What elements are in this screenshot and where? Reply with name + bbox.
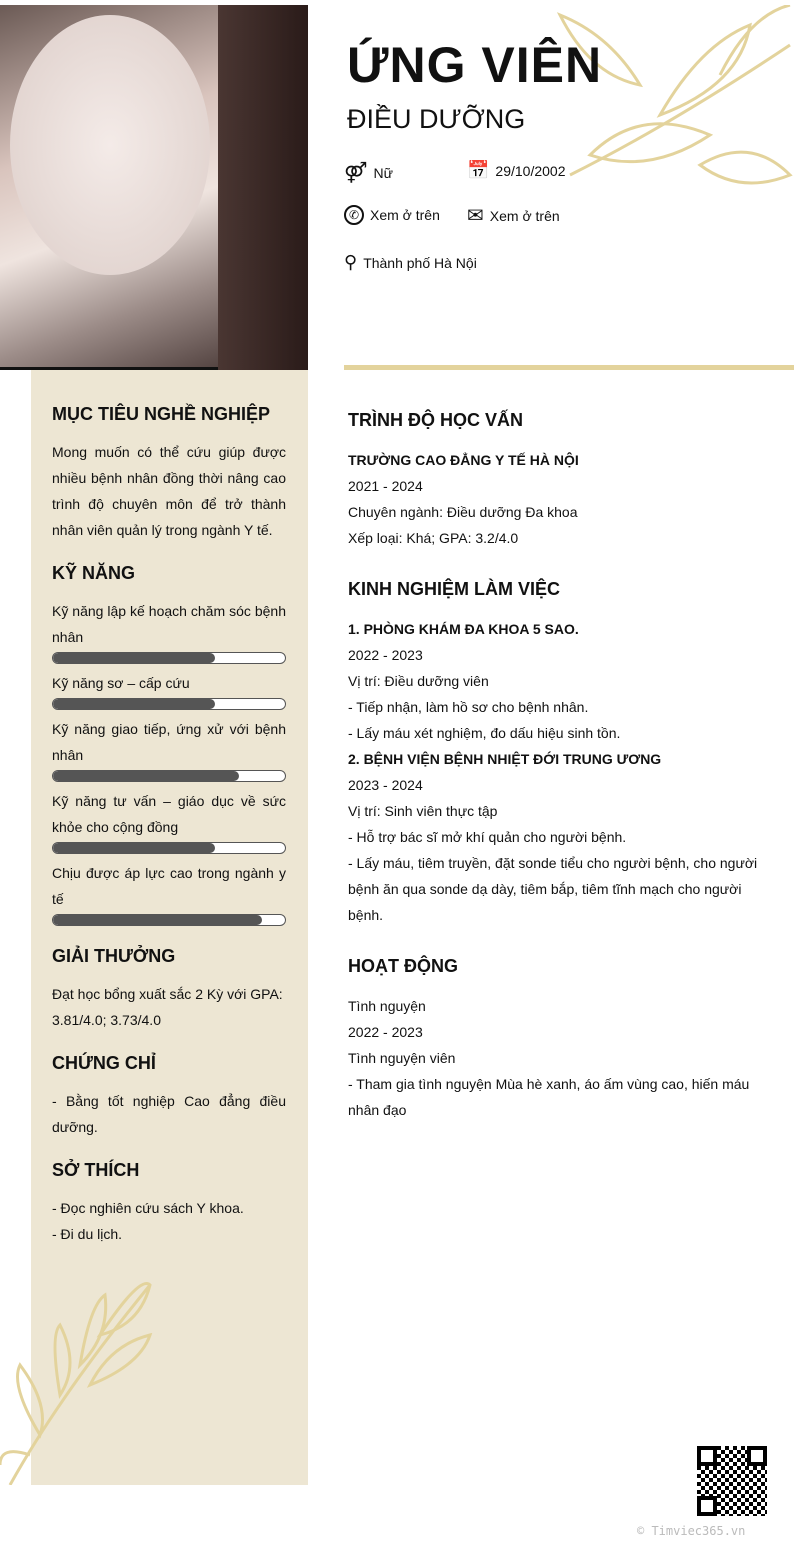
leaf-decoration-bottom	[0, 1275, 160, 1485]
email-row	[467, 203, 560, 228]
skill-label: Kỹ năng lập kế hoạch chăm sóc bệnh nhân	[52, 603, 286, 645]
qr-code	[697, 1446, 767, 1516]
experience-heading: KINH NGHIỆM LÀM VIỆC	[348, 579, 561, 599]
job-role: Vị trí: Sinh viên thực tập	[348, 803, 498, 819]
calendar-icon: 📅	[467, 160, 490, 180]
education-grade: Xếp loại: Khá; GPA: 3.2/4.0	[348, 530, 519, 546]
skill-item	[52, 670, 286, 710]
skill-level-bar	[52, 842, 286, 854]
job-org: 2. BỆNH VIỆN BỆNH NHIỆT ĐỚI TRUNG ƯƠNG	[348, 751, 662, 767]
skill-label: Kỹ năng tư vấn – giáo dục về sức khỏe cho cộng đồng	[52, 793, 286, 835]
education-section	[348, 410, 758, 551]
job-task: - Lấy máu, tiêm truyền, đặt sonde tiểu cho người bệnh, cho người bệnh ăn qua sonde dạ dày, tiêm bắp, tiêm tĩnh mạch cho người bệnh.	[348, 855, 758, 923]
objective-section	[52, 404, 286, 543]
job-task: - Tiếp nhận, làm hồ sơ cho bệnh nhân.	[348, 699, 589, 715]
activities-section	[348, 956, 758, 1123]
objective-text: Mong muốn có thể cứu giúp được nhiều bệnh nhân đồng thời nâng cao trình độ chuyên môn để trở thành nhân viên quản lý trong ngành Y tế.	[52, 444, 286, 538]
education-years: 2021 - 2024	[348, 478, 423, 494]
address-value: Thành phố Hà Nội	[363, 254, 477, 271]
dob-value: 29/10/2002	[495, 162, 566, 179]
certs-section	[52, 1053, 286, 1140]
skill-level-fill	[53, 653, 215, 663]
awards-section	[52, 946, 286, 1033]
skill-level-bar	[52, 698, 286, 710]
activities-heading: HOẠT ĐỘNG	[348, 956, 458, 976]
awards-heading: GIẢI THƯỞNG	[52, 946, 176, 966]
job-task: - Hỗ trợ bác sĩ mở khí quản cho người bệnh.	[348, 829, 627, 845]
activity-name: Tình nguyện	[348, 998, 426, 1014]
hobby-item: - Đọc nghiên cứu sách Y khoa.	[52, 1200, 244, 1216]
leaf-decoration-top	[550, 5, 795, 200]
gender-row	[344, 160, 393, 185]
position-title: ĐIỀU DƯỠNG	[347, 104, 526, 134]
gender-icon: ⚤	[344, 162, 368, 184]
skill-label: Chịu được áp lực cao trong ngành y tế	[52, 865, 286, 907]
education-heading: TRÌNH ĐỘ HỌC VẤN	[348, 410, 523, 430]
skill-level-bar	[52, 652, 286, 664]
school-name: TRƯỜNG CAO ĐẲNG Y TẾ HÀ NỘI	[348, 452, 579, 468]
location-pin-icon: ⚲	[344, 252, 358, 272]
skill-label: Kỹ năng sơ – cấp cứu	[52, 675, 190, 691]
phone-row	[344, 205, 440, 225]
activity-years: 2022 - 2023	[348, 1024, 423, 1040]
email-value: Xem ở trên	[489, 207, 560, 224]
mail-icon: ✉	[467, 205, 484, 227]
certs-text: - Bằng tốt nghiệp Cao đẳng điều dưỡng.	[52, 1093, 286, 1135]
skill-item	[52, 716, 286, 782]
skill-level-fill	[53, 699, 215, 709]
job-entry	[348, 746, 758, 928]
phone-icon: ✆	[344, 205, 364, 225]
dob-row	[467, 160, 566, 181]
skills-heading: KỸ NĂNG	[52, 563, 136, 583]
experience-section	[348, 579, 758, 928]
skill-label: Kỹ năng giao tiếp, ứng xử với bệnh nhân	[52, 721, 286, 763]
job-role: Vị trí: Điều dưỡng viên	[348, 673, 489, 689]
skills-section	[52, 563, 286, 926]
gender-value: Nữ	[373, 164, 393, 181]
hobbies-section	[52, 1160, 286, 1247]
profile-photo	[0, 5, 308, 370]
skill-item	[52, 860, 286, 926]
job-years: 2022 - 2023	[348, 647, 423, 663]
skill-level-fill	[53, 843, 215, 853]
skill-level-bar	[52, 914, 286, 926]
divider-line	[344, 365, 794, 370]
hobby-item: - Đi du lịch.	[52, 1226, 123, 1242]
hobbies-heading: SỞ THÍCH	[52, 1160, 140, 1180]
skill-item	[52, 788, 286, 854]
awards-text: Đạt học bổng xuất sắc 2 Kỳ với GPA: 3.81/4.0; 3.73/4.0	[52, 986, 283, 1028]
sidebar-content	[52, 400, 286, 1267]
skill-item	[52, 598, 286, 664]
phone-value: Xem ở trên	[370, 207, 440, 223]
skill-level-fill	[53, 771, 239, 781]
education-major: Chuyên ngành: Điều dưỡng Đa khoa	[348, 504, 578, 520]
footer-watermark: © Timviec365.vn	[637, 1524, 746, 1538]
skill-level-bar	[52, 770, 286, 782]
job-org: 1. PHÒNG KHÁM ĐA KHOA 5 SAO.	[348, 621, 579, 637]
job-entry	[348, 616, 758, 746]
objective-heading: MỤC TIÊU NGHỀ NGHIỆP	[52, 404, 271, 424]
main-content	[348, 406, 758, 1143]
activity-desc: - Tham gia tình nguyện Mùa hè xanh, áo ấm vùng cao, hiến máu nhân đạo	[348, 1076, 750, 1118]
activity-role: Tình nguyện viên	[348, 1050, 456, 1066]
certs-heading: CHỨNG CHỈ	[52, 1053, 156, 1073]
skill-level-fill	[53, 915, 262, 925]
job-task: - Lấy máu xét nghiệm, đo dấu hiệu sinh tồn.	[348, 725, 621, 741]
address-row	[344, 252, 477, 273]
candidate-title: ỨNG VIÊN	[347, 37, 603, 93]
job-years: 2023 - 2024	[348, 777, 423, 793]
